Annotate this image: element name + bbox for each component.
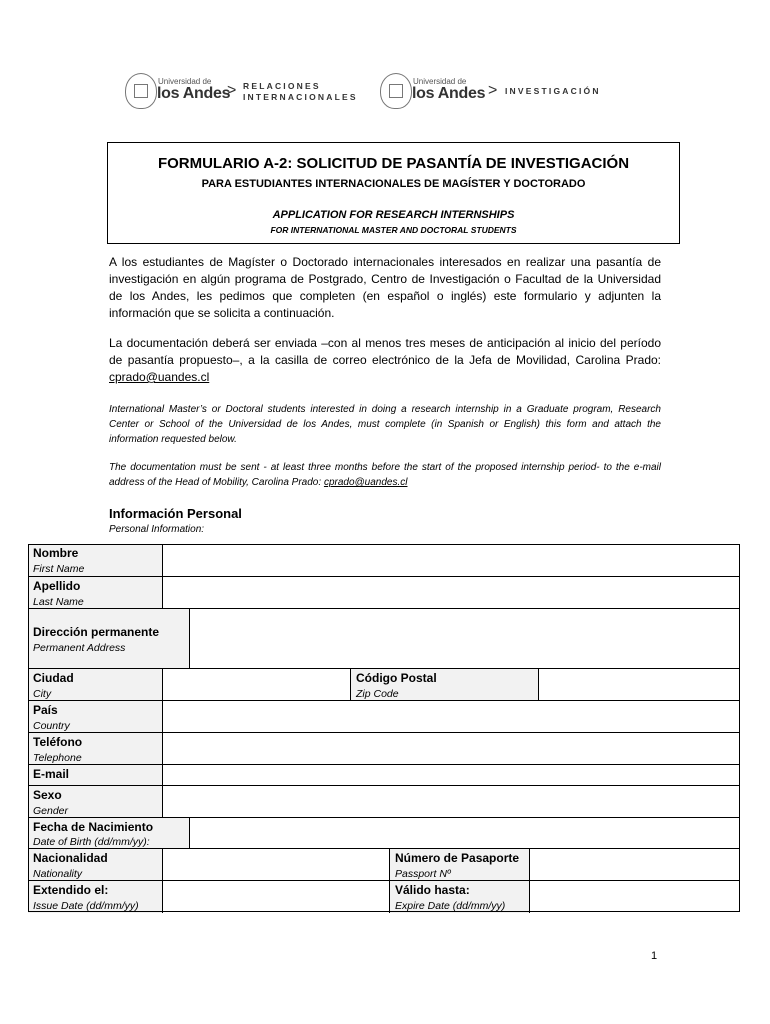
intro-paragraph-english-1: International Master’s or Doctoral students interested in doing a research internship in a Graduate program, Research Center or School of the Universidad de los Andes, must complete (in Spanish or English) this form and attach the information requested below.: [109, 404, 661, 445]
row-first-name: [28, 544, 740, 576]
issue-date-input[interactable]: [162, 881, 389, 913]
label-en: Issue Date (dd/mm/yy): [33, 900, 139, 912]
expire-date-input[interactable]: [529, 881, 740, 913]
form-subtitle: PARA ESTUDIANTES INTERNACIONALES DE MAGÍSTER Y DOCTORADO: [201, 178, 586, 190]
logo-university-small-text: Universidad de: [413, 77, 467, 86]
chevron-right-icon: >: [488, 82, 498, 99]
label-en: Last Name: [33, 596, 84, 608]
label-es: Fecha de Nacimiento: [33, 820, 154, 834]
label-es: Sexo: [33, 788, 62, 802]
label-en: Passport Nº: [395, 868, 451, 880]
label-en: Nationality: [33, 868, 83, 880]
label-en: Expire Date (dd/mm/yy): [395, 900, 506, 912]
row-country: [28, 700, 740, 733]
gender-label: [28, 786, 162, 818]
last-name-input[interactable]: [162, 577, 740, 609]
row-permanent-address: [28, 608, 740, 669]
label-es: Código Postal: [356, 671, 437, 685]
university-seal-icon: [380, 73, 412, 109]
label-es: Dirección permanente: [33, 625, 160, 639]
contact-email-link[interactable]: cprado@uandes.cl: [109, 370, 210, 384]
first-name-input[interactable]: [162, 544, 740, 576]
label-es: Nacionalidad: [33, 851, 108, 865]
date-of-birth-input[interactable]: [189, 818, 740, 849]
title-box: [107, 142, 680, 244]
intro-paragraph-2: [109, 335, 661, 386]
row-nationality-passport: [28, 848, 740, 881]
label-en: Zip Code: [356, 688, 399, 700]
zip-code-label: [350, 669, 538, 701]
row-email: [28, 764, 740, 786]
label-es: País: [33, 703, 58, 717]
permanent-address-label: [28, 609, 189, 669]
logo-university-name: los Andes: [412, 85, 486, 102]
label-es: Nombre: [33, 546, 79, 560]
personal-info-form: [28, 544, 740, 912]
label-es: Extendido el:: [33, 883, 109, 897]
intro-paragraph-1: A los estudiantes de Magíster o Doctorado internacionales interesados en realizar una pasantía de investigación en algún programa de Postgrado, Centro de Investigación o Facultad de la Universidad de los Andes, les pedimos que completen (en español o inglés) este formulario y adjunten la información que se solicita a continuación.: [109, 255, 661, 320]
form-title: FORMULARIO A-2: SOLICITUD DE PASANTÍA DE INVESTIGACIÓN: [157, 155, 630, 172]
label-es: E-mail: [33, 767, 70, 781]
row-telephone: [28, 732, 740, 765]
contact-email-link-english[interactable]: cprado@uandes.cl: [323, 477, 408, 488]
nationality-label: [28, 849, 162, 881]
row-gender: [28, 785, 740, 818]
form-subtitle-english: FOR INTERNATIONAL MASTER AND DOCTORAL STUDENTS: [270, 225, 517, 235]
email-input[interactable]: [162, 765, 740, 786]
telephone-input[interactable]: [162, 733, 740, 765]
page-number: 1: [651, 950, 658, 962]
logo-dept-line2: INTERNACIONALES: [243, 92, 358, 102]
label-en: Gender: [33, 805, 69, 817]
row-last-name: [28, 576, 740, 609]
label-en: Country: [33, 720, 70, 732]
city-label: [28, 669, 162, 701]
logo-dept-investigacion: INVESTIGACIÓN: [505, 86, 601, 96]
gender-input[interactable]: [162, 786, 740, 818]
intro-paragraph-english-2: [109, 460, 661, 490]
issue-date-label: [28, 881, 162, 913]
label-es: Apellido: [33, 579, 81, 593]
intro-paragraph-2-text: La documentación deberá ser enviada –con al menos tres meses de anticipación al inicio del período de pasantía propuesto–, a la casilla de correo electrónico de la Jefa de Movilidad, Carolina Prado:: [109, 336, 661, 367]
label-es: Número de Pasaporte: [395, 851, 520, 865]
label-es: Ciudad: [33, 671, 74, 685]
email-label: [28, 765, 162, 786]
date-of-birth-label: [28, 818, 189, 849]
label-es: Válido hasta:: [395, 883, 470, 897]
label-en: Date of Birth (dd/mm/yy):: [33, 836, 150, 848]
chevron-right-icon: >: [227, 82, 237, 99]
country-input[interactable]: [162, 701, 740, 733]
row-date-of-birth: [28, 817, 740, 849]
label-en: Permanent Address: [33, 642, 126, 654]
section-title: Información Personal: [109, 506, 242, 521]
row-issue-expire: [28, 880, 740, 913]
nationality-input[interactable]: [162, 849, 389, 881]
logo-university-small-text: Universidad de: [158, 77, 212, 86]
university-seal-icon: [125, 73, 157, 109]
label-es: Teléfono: [33, 735, 83, 749]
section-subtitle: Personal Information:: [109, 524, 205, 535]
intro-paragraph-english-2-text: The documentation must be sent - at least three months before the start of the proposed internship period- to the e-mail address of the Head of Mobility, Carolina Prado:: [109, 462, 661, 488]
logo-university-name: los Andes: [157, 85, 231, 102]
row-city-zip: [28, 668, 740, 701]
logo-dept-line1: RELACIONES: [243, 81, 321, 91]
expire-date-label: [389, 881, 529, 913]
telephone-label: [28, 733, 162, 765]
zip-code-input[interactable]: [538, 669, 740, 701]
city-input[interactable]: [162, 669, 350, 701]
permanent-address-input[interactable]: [189, 609, 740, 669]
form-title-english: APPLICATION FOR RESEARCH INTERNSHIPS: [272, 209, 515, 221]
label-en: City: [33, 688, 52, 700]
label-en: First Name: [33, 563, 85, 575]
last-name-label: [28, 577, 162, 609]
country-label: [28, 701, 162, 733]
passport-number-input[interactable]: [529, 849, 740, 881]
label-en: Telephone: [33, 752, 82, 764]
passport-number-label: [389, 849, 529, 881]
first-name-label: [28, 544, 162, 576]
